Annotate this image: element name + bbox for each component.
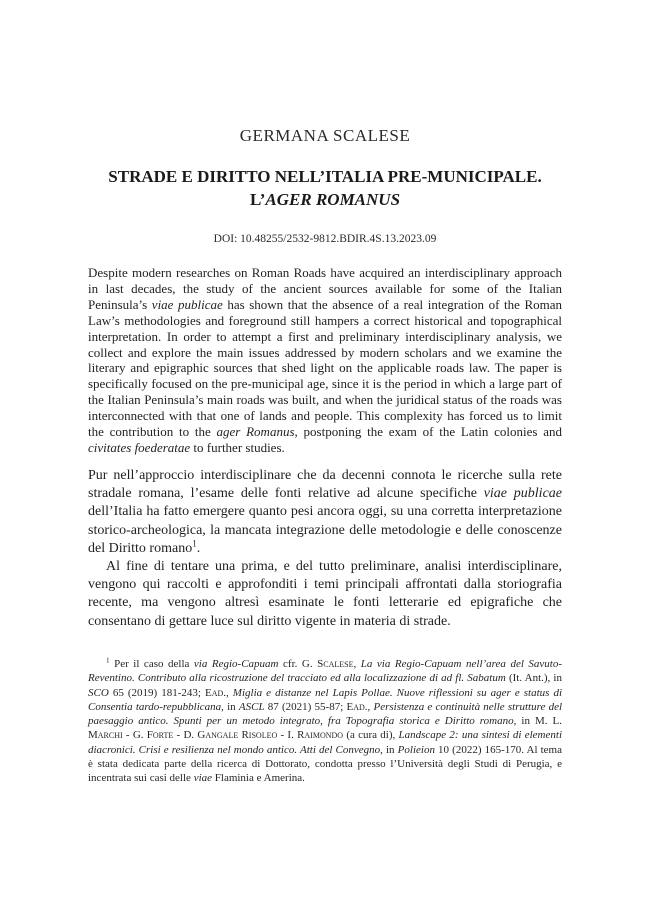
footnote-run: Per il caso della: [109, 658, 194, 670]
abstract: [88, 265, 562, 456]
footnote-run: - D.: [173, 729, 198, 742]
footnote-author: Raimondo: [297, 729, 344, 742]
footnote-run: , in: [221, 700, 239, 713]
footnote-number: 1: [106, 656, 110, 665]
footnote-italic: Miglia e distanze nel Lapis Pollae. Nuove riflessioni su ager e status di Consentia tardo-repubblicana: [88, 686, 563, 713]
footnote-author: Ead.: [204, 686, 226, 699]
abstract-text: Despite modern researches on Roman Roads have acquired an interdisciplinary approach in last decades, the study of the ancient sources available for some of the Italian Peninsula’s: [88, 265, 562, 312]
footnote-italic: Landscape 2: una sintesi di elementi diacronici. Crisi e resilienza nel mondo antico. Atti del Convegno: [88, 729, 562, 756]
author-name: GERMANA SCALESE: [239, 126, 411, 145]
footnote-run: 65 (2019) 181-243;: [108, 686, 205, 699]
footnote-ref[interactable]: 1: [192, 538, 197, 549]
footnote-italic: via Regio-Capuam: [193, 658, 279, 670]
abstract-italic: viae publicae: [151, 296, 223, 312]
abstract-italic: ager Romanus: [216, 424, 295, 440]
footnote-italic: Persistenza e continuità nelle strutture del paesaggio antico. Spunti per un metodo integrato, fra Topografia storica e Diritto romano: [88, 700, 563, 728]
footnote-italic: La via Regio-Capuam nell’area del Savuto-Reventino. Contributo alla ricostruzione del tracciato ed alla localizzazione di ad fl. Sabatum: [88, 658, 563, 685]
footnote-run: (It. Ant.), in: [505, 672, 562, 685]
footnote-run: , in M. L.: [513, 715, 563, 728]
footnote-run: ,: [353, 658, 361, 670]
article-title-line-2: [0, 190, 650, 210]
footnote-run: 10 (2022) 165-170. Al tema è stata dedicata parte della ricerca di Dottorato, condotta presso l’Università degli Studi di Perugia, e incentrata sui casi delle: [88, 743, 562, 785]
footnote-italic: ASCL: [238, 700, 265, 713]
title-prefix: L’: [249, 190, 266, 209]
footnote-author: Ead.: [346, 700, 368, 713]
footnote: [88, 657, 562, 786]
footnote-italic: Polieion: [397, 743, 435, 756]
footnote-run: , in: [380, 743, 398, 756]
body-italic: viae publicae: [483, 486, 562, 502]
abstract-text: , postponing the exam of the Latin colonies and: [294, 424, 563, 440]
footnote-run: 87 (2021) 55-87;: [264, 700, 347, 713]
footnote-run: - G.: [122, 729, 147, 742]
body-paragraph-2: Al fine di tentare una prima, e del tutto preliminare, analisi interdisciplinare, vengono qui raccolti e approfonditi i temi principali affrontati dalla storiografia recente, ma vengono altresì esaminate le fonti letterarie ed epigrafiche che consentano di gettare luce sul diritto vigente in materia di strade.: [88, 559, 562, 629]
doi: DOI: 10.48255/2532-9812.BDIR.4S.13.2023.09: [213, 233, 437, 245]
abstract-text: has shown that the absence of a real integration of the Roman Law’s methodologies and foreground still hampers a correct historical and topographical interpretation. In order to attempt a first and preliminary interdisciplinary analysis, we collect and explore the main issues addressed by modern scholars and we examine the literary and epigraphic sources that shed light on the applicable roads law. The paper is specifically focused on the pre-municipal age, since it is the period in which a large part of the Italian Peninsula’s main roads was built, and when the juridical status of the roads was interconnected with that one of lands and people. This complexity has forced us to limit the contribution to the: [88, 296, 562, 440]
footnote-run: ,: [367, 700, 374, 713]
footnote-author: Scalese: [317, 658, 354, 670]
body-paragraph-1: [88, 467, 562, 558]
footnote-italic: SCO: [88, 686, 109, 699]
footnote-run: ,: [226, 686, 233, 699]
footnote-author: Forte: [146, 729, 174, 742]
footnote-paragraph: [88, 657, 562, 786]
footnote-run: (a cura di),: [343, 729, 399, 742]
footnote-author: Marchi: [88, 729, 123, 742]
abstract-italic: civitates foederatae: [88, 439, 191, 455]
title-italic: AGER ROMANUS: [265, 190, 401, 209]
footnote-author: Gangale Risoleo: [197, 729, 278, 742]
body-text-run: .: [196, 540, 201, 556]
footnote-run: - I.: [277, 729, 298, 742]
footnote-italic: viae: [193, 772, 213, 785]
body-text: [88, 467, 562, 631]
article-title-line-1: STRADE E DIRITTO NELL’ITALIA PRE-MUNICIPALE.: [108, 167, 542, 186]
footnote-run: Flaminia e Amerina.: [212, 772, 305, 785]
body-text-run: Pur nell’approccio interdisciplinare che da decenni connota le ricerche sulla rete stradale romana, l’esame delle fonti relative ad alcune specifiche: [88, 468, 562, 502]
abstract-text: to further studies.: [190, 439, 285, 455]
footnote-run: cfr. G.: [278, 658, 318, 670]
body-text-run: dell’Italia ha fatto emergere quanto pesi ancora oggi, su una corretta interpretazione storico-archeologica, la mancata integrazione delle metodologie e delle conoscenze del Diritto romano: [88, 504, 562, 556]
